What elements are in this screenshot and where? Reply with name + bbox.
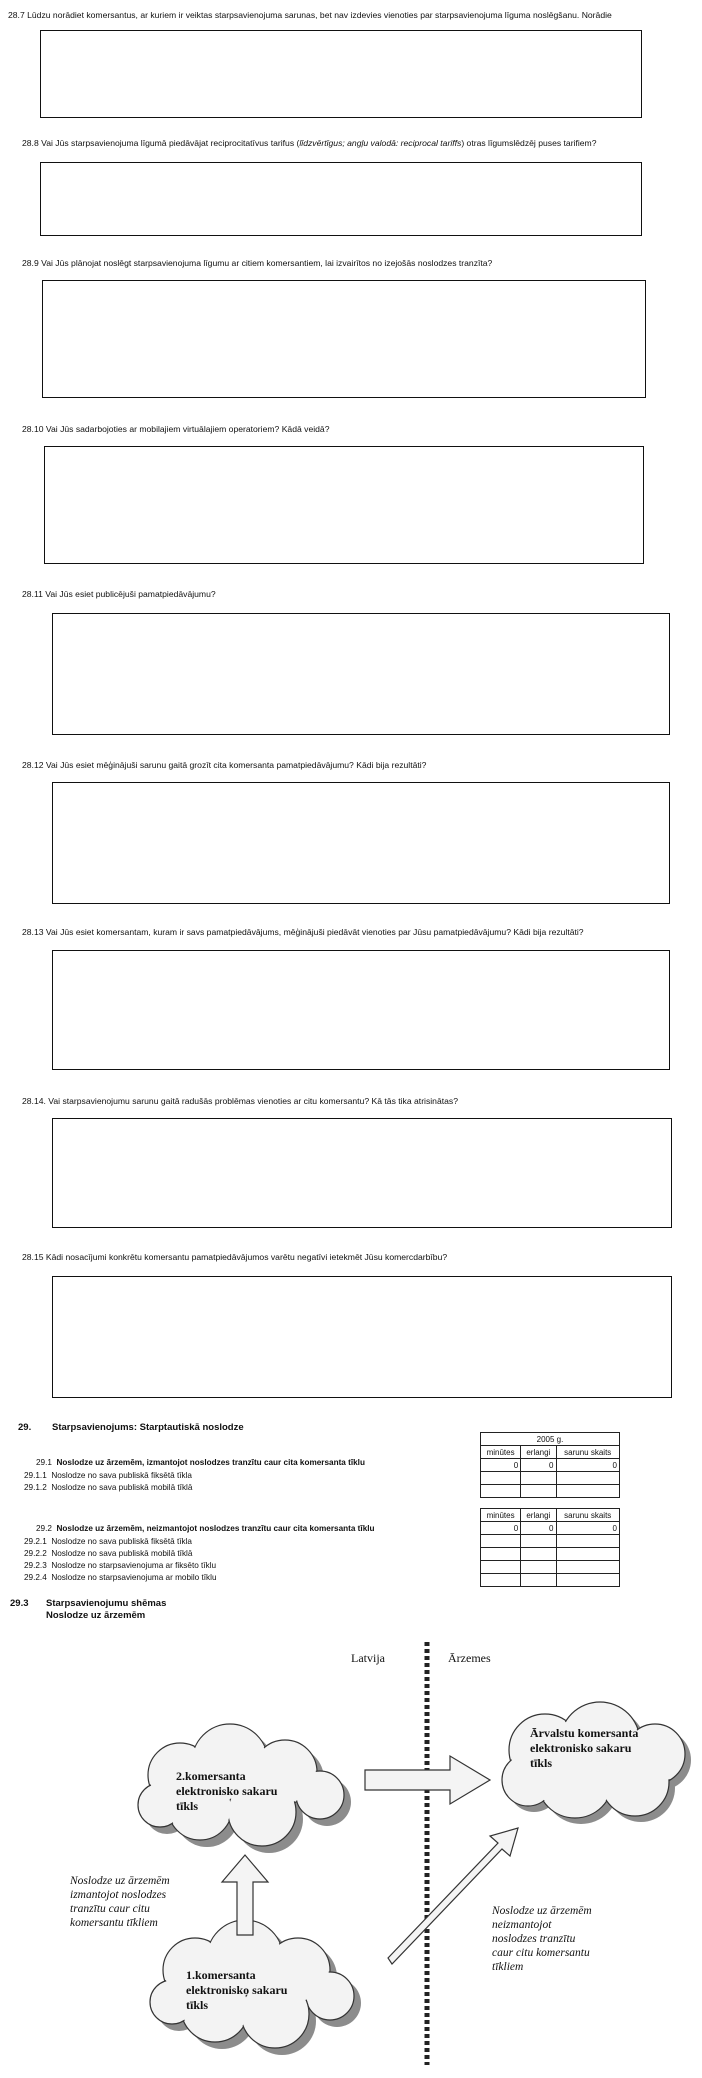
row-29-1: 29.1 Noslodze uz ārzemēm, izmantojot noslodzes tranzītu caur cita komersanta tīklu (36, 1458, 365, 1467)
cell[interactable] (481, 1485, 521, 1498)
question-28-7: 28.7 Lūdzu norādiet komersantus, ar kuriem ir veiktas starpsavienojuma sarunas, bet nav izdevies vienoties par starpsavienojuma līguma noslēgšanu. Norādie (8, 10, 612, 20)
table-29-2 (480, 1508, 620, 1587)
answer-box-28-14[interactable] (52, 1118, 672, 1228)
answer-box-28-15[interactable] (52, 1276, 672, 1398)
row-29-2-4: 29.2.4 Noslodze no starpsavienojuma ar mobilo tīklu (24, 1573, 217, 1582)
cloud-two-label: 2.komersanta elektronisko sakaru tīkls (176, 1769, 278, 1813)
cell[interactable] (521, 1574, 556, 1587)
col-minutes: minūtes (481, 1446, 521, 1459)
answer-box-28-8[interactable] (40, 162, 642, 236)
col-calls: sarunu skaits (556, 1446, 620, 1459)
section-29-title: Starpsavienojums: Starptautiskā noslodze (52, 1422, 244, 1433)
section-29-3-number: 29.3 (10, 1598, 29, 1609)
cell[interactable] (481, 1472, 521, 1485)
question-28-15: 28.15 Kādi nosacījumi konkrētu komersantu pamatpiedāvājumos varētu negatīvi ietekmēt Jūsu komercdarbību? (22, 1252, 448, 1262)
col-minutes: minūtes (481, 1509, 521, 1522)
answer-box-28-12[interactable] (52, 782, 670, 904)
cell-29-1-erlangs[interactable]: 0 (521, 1459, 556, 1472)
answer-box-28-7[interactable] (40, 30, 642, 118)
cell[interactable] (481, 1561, 521, 1574)
row-29-2-3: 29.2.3 Noslodze no starpsavienojuma ar fiksēto tīklu (24, 1561, 217, 1570)
cell[interactable] (521, 1485, 556, 1498)
cell[interactable] (556, 1472, 620, 1485)
cell[interactable] (521, 1535, 556, 1548)
cell-29-1-minutes[interactable]: 0 (481, 1459, 521, 1472)
label-latvija: Latvija (351, 1651, 385, 1665)
question-28-13: 28.13 Vai Jūs esiet komersantam, kuram ir savs pamatpiedāvājums, mēģinājuši piedāvāt vienoties par Jūsu pamatpiedāvājumu? Kādi bija rezultāti? (22, 927, 584, 937)
cell[interactable] (556, 1485, 620, 1498)
section-29-3-subtitle: Noslodze uz ārzemēm (46, 1610, 146, 1621)
note-transit: Noslodze uz ārzemēm izmantojot noslodzes tranzītu caur citu komersantu tīkliem (70, 1875, 170, 1929)
col-calls: sarunu skaits (556, 1509, 620, 1522)
cell[interactable] (521, 1472, 556, 1485)
cell[interactable] (481, 1574, 521, 1587)
cell[interactable] (556, 1561, 620, 1574)
cell[interactable] (481, 1548, 521, 1561)
section-29-3-title: Starpsavienojumu shēmas (46, 1598, 167, 1609)
answer-box-28-11[interactable] (52, 613, 670, 735)
cell-29-1-calls[interactable]: 0 (556, 1459, 620, 1472)
col-erlangs: erlangi (521, 1446, 556, 1459)
year-header: 2005 g. (481, 1433, 620, 1446)
cell-29-2-calls[interactable]: 0 (556, 1522, 620, 1535)
row-29-2-2: 29.2.2 Noslodze no sava publiskā mobilā tīklā (24, 1549, 193, 1558)
question-28-9: 28.9 Vai Jūs plānojat noslēgt starpsavienojuma līgumu ar citiem komersantiem, lai izvairītos no izejošās noslodzes tranzīta? (22, 258, 493, 268)
question-28-11: 28.11 Vai Jūs esiet publicējuši pamatpiedāvājumu? (22, 589, 216, 599)
cell[interactable] (521, 1548, 556, 1561)
row-29-2: 29.2 Noslodze uz ārzemēm, neizmantojot noslodzes tranzītu caur cita komersanta tīklu (36, 1524, 375, 1533)
question-28-8: 28.8 Vai Jūs starpsavienojuma līgumā piedāvājat reciprocitatīvus tarifus (līdzvērtīgus; angļu valodā: reciprocal tariffs) otras līgumslēdzēj puses tarifiem? (22, 138, 597, 148)
answer-box-28-9[interactable] (42, 280, 646, 398)
cell[interactable] (481, 1535, 521, 1548)
cloud-foreign-label: Ārvalstu komersanta elektronisko sakaru tīkls (530, 1726, 639, 1770)
col-erlangs: erlangi (521, 1509, 556, 1522)
cell[interactable] (556, 1548, 620, 1561)
answer-box-28-10[interactable] (44, 446, 644, 564)
label-arzemes: Ārzemes (448, 1651, 491, 1665)
interconnection-diagram (0, 1630, 702, 2078)
row-29-1-2: 29.1.2 Noslodze no sava publiskā mobilā tīklā (24, 1483, 193, 1492)
cell[interactable] (556, 1535, 620, 1548)
table-29-1 (480, 1432, 620, 1498)
row-29-1-1: 29.1.1 Noslodze no sava publiskā fiksētā tīkla (24, 1471, 192, 1480)
cell[interactable] (556, 1574, 620, 1587)
question-28-12: 28.12 Vai Jūs esiet mēģinājuši sarunu gaitā grozīt cita komersanta pamatpiedāvājumu? Kādi bija rezultāti? (22, 760, 427, 770)
answer-box-28-13[interactable] (52, 950, 670, 1070)
question-28-10: 28.10 Vai Jūs sadarbojoties ar mobilajiem virtuālajiem operatoriem? Kādā veidā? (22, 424, 330, 434)
question-28-14: 28.14. Vai starpsavienojumu sarunu gaitā radušās problēmas vienoties ar citu komersantu? Kā tās tika atrisinātas? (22, 1096, 458, 1106)
cell-29-2-minutes[interactable]: 0 (481, 1522, 521, 1535)
note-direct: Noslodze uz ārzemēm neizmantojot noslodzes tranzītu caur citu komersantu tīkliem (492, 1905, 592, 1973)
section-29-number: 29. (18, 1422, 32, 1433)
cloud-one-label: 1.komersanta elektronisko sakaru tīkls (186, 1968, 288, 2012)
cell[interactable] (521, 1561, 556, 1574)
cell-29-2-erlangs[interactable]: 0 (521, 1522, 556, 1535)
row-29-2-1: 29.2.1 Noslodze no sava publiskā fiksētā tīkla (24, 1537, 192, 1546)
